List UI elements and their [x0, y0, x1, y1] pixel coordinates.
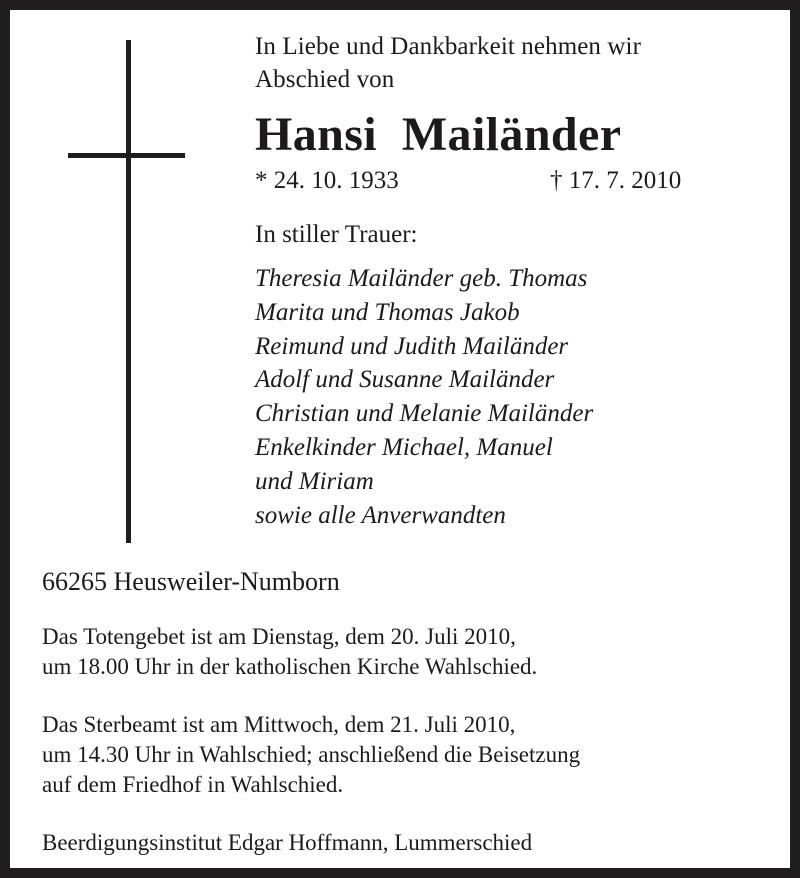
deceased-name: Hansi Mailänder — [255, 108, 622, 161]
latin-cross-icon — [10, 10, 250, 570]
funeral-home-line — [42, 828, 768, 858]
address-line: 66265 Heusweiler-Numborn — [42, 567, 340, 596]
list-item: Adolf und Susanne Mailänder — [255, 366, 555, 394]
list-item: Enkelkinder Michael, Manuel — [255, 433, 553, 461]
list-item: Christian und Melanie Mailänder — [255, 400, 594, 428]
intro-text — [255, 30, 785, 96]
service-line: Das Totengebet ist am Dienstag, dem 20. Juli 2010, — [42, 624, 516, 649]
notice-canvas — [10, 10, 790, 868]
service-line: um 14.30 Uhr in Wahlschied; anschließend die Beisetzung — [42, 742, 581, 767]
list-item: Reimund und Judith Mailänder — [255, 332, 569, 360]
funeral-home-text: Beerdigungsinstitut Edgar Hoffmann, Lummerschied — [42, 830, 533, 855]
service-paragraph-mass — [42, 710, 768, 800]
mourners-list — [255, 262, 785, 532]
service-line: Das Sterbeamt ist am Mittwoch, dem 21. Juli 2010, — [42, 712, 516, 737]
list-item: Marita und Thomas Jakob — [255, 298, 520, 326]
cross-horizontal-beam — [68, 153, 185, 158]
list-item: Theresia Mailänder geb. Thomas — [255, 265, 588, 292]
intro-line-2: Abschied von — [255, 66, 395, 93]
upper-text-block — [255, 30, 785, 532]
life-dates — [255, 166, 785, 196]
mourning-heading: In stiller Trauer: — [255, 221, 418, 248]
death-date: † 17. 7. 2010 — [550, 167, 682, 194]
birth-date: * 24. 10. 1933 — [255, 167, 399, 194]
service-line: auf dem Friedhof in Wahlschied. — [42, 772, 344, 797]
lower-text-block — [42, 566, 768, 858]
service-line: um 18.00 Uhr in der katholischen Kirche Wahlschied. — [42, 654, 538, 679]
list-item: und Miriam — [255, 467, 374, 495]
intro-line-1: In Liebe und Dankbarkeit nehmen wir — [255, 33, 642, 60]
service-paragraph-prayer — [42, 622, 768, 682]
cross-vertical-beam — [126, 40, 131, 543]
list-item: sowie alle Anverwandten — [255, 501, 506, 529]
